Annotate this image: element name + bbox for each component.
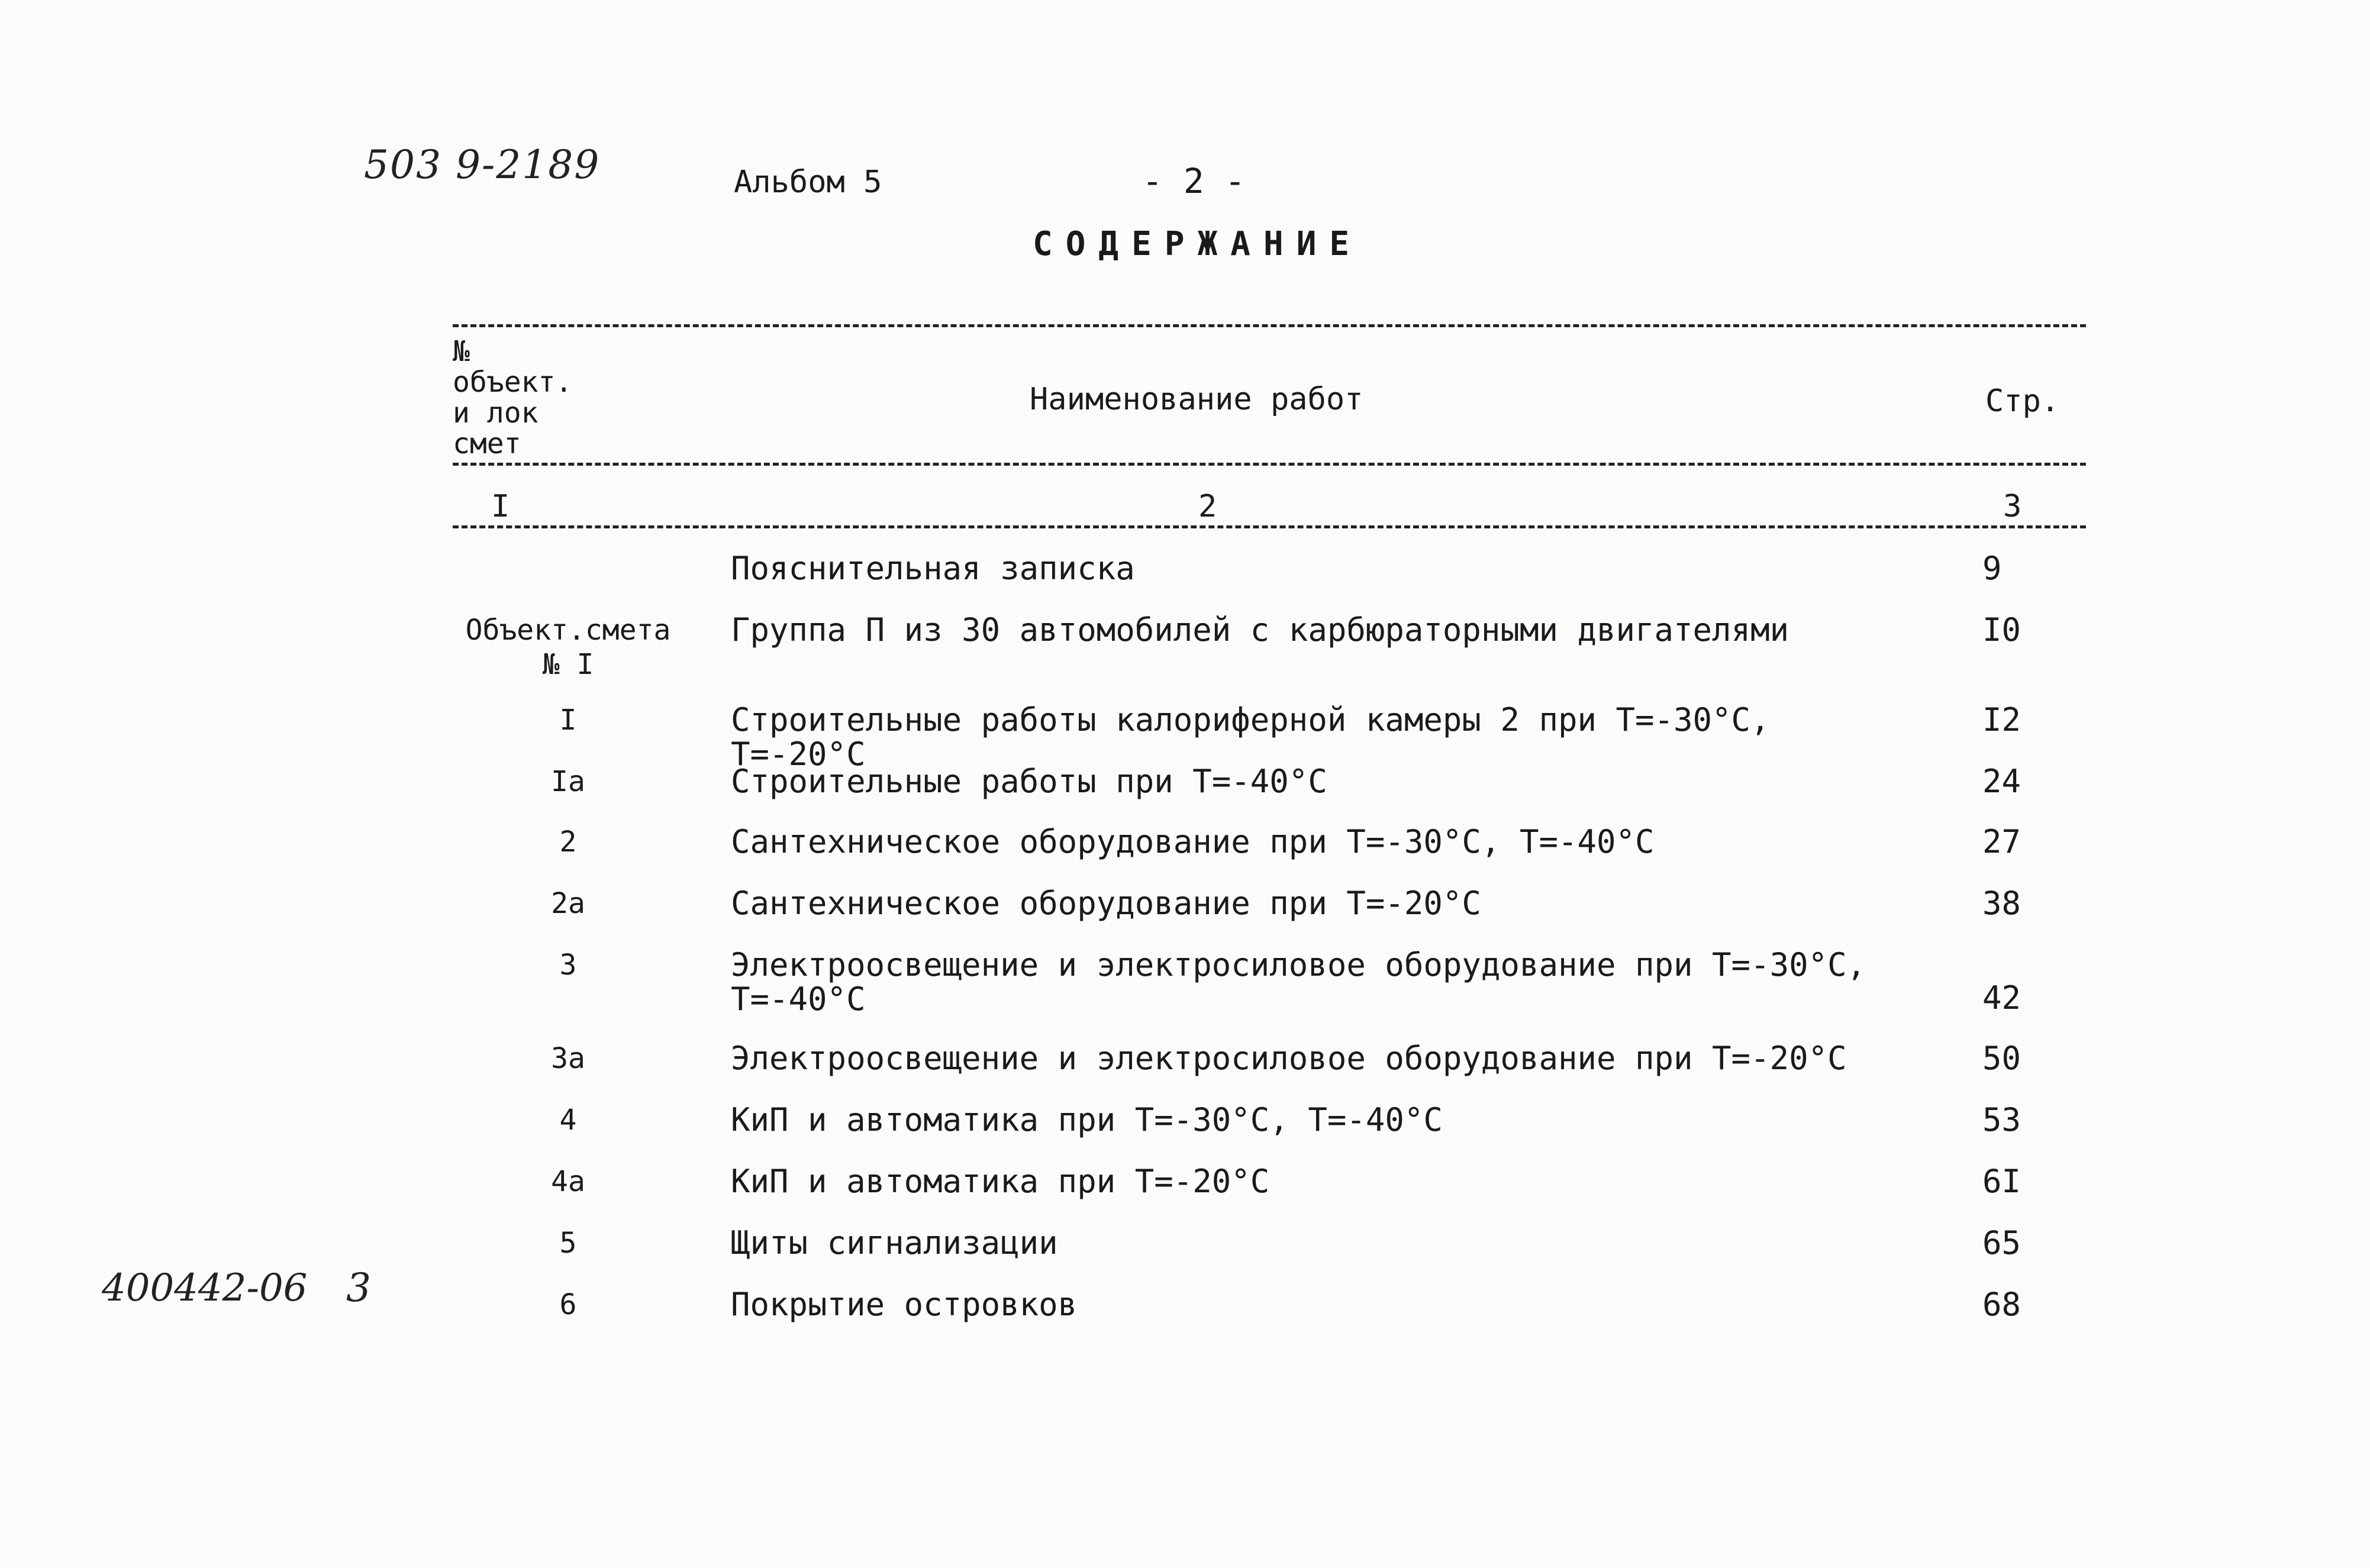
column-header-name: Наименование работ [1030,382,1363,417]
row-object-number: Iа [551,765,585,798]
document-code: 503 9-2189 [364,142,601,188]
row-work-name: Пояснительная записка [731,550,1135,587]
column-number-1: I [491,489,510,524]
row-page: 68 [1982,1286,2021,1323]
row-object-number: 4 [559,1104,577,1137]
row-object-number: 3 [559,948,577,982]
row-object-number: 4а [551,1165,585,1198]
row-page: 53 [1982,1101,2021,1138]
column-header-page: Стр. [1985,383,2060,419]
album-label: Альбом 5 [734,164,882,200]
column-header-object: № объект. и лок смет [453,335,573,460]
row-page: 65 [1982,1224,2021,1262]
row-object-number: 2а [551,887,585,920]
row-object-number: 2 [559,825,577,859]
row-work-name: Строительные работы калориферной камеры 2 при Т=-30°С, Т=-20°С [731,701,1770,773]
row-object-number: 6 [559,1288,577,1321]
column-number-3: 3 [2003,489,2022,524]
row-object-number: I [559,704,577,737]
row-object-number: Объект.смета № I [465,614,671,681]
row-work-name: КиП и автоматика при Т=-20°С [731,1163,1270,1200]
row-page: 9 [1982,550,2002,587]
header-bottom-rule [453,463,2086,466]
inventory-code: 400442-06 [102,1266,308,1310]
sheet-number: 3 [346,1265,371,1311]
row-work-name: Сантехническое оборудование при Т=-30°С, Т=-40°С [731,823,1655,860]
row-work-name: Сантехническое оборудование при Т=-20°С [731,885,1481,922]
row-work-name: КиП и автоматика при Т=-30°С, Т=-40°С [731,1101,1443,1138]
table-top-rule [453,324,2086,327]
row-work-name: Строительные работы при Т=-40°С [731,763,1327,800]
row-object-number: 3а [551,1042,585,1075]
page-title: СОДЕРЖАНИЕ [1033,225,1363,263]
row-page: 27 [1982,823,2021,860]
row-work-name: Электроосвещение и электросиловое оборудование при Т=-20°С [731,1040,1847,1077]
row-object-number: 5 [559,1227,577,1260]
row-page: 42 [1982,979,2021,1017]
row-page: 6I [1982,1163,2021,1200]
row-work-name: Группа П из 30 автомобилей с карбюраторными двигателями [731,611,1789,649]
row-page: I0 [1982,611,2021,649]
row-work-name: Щиты сигнализации [731,1224,1058,1262]
row-page: 24 [1982,763,2021,800]
row-work-name: Покрытие островков [731,1286,1078,1323]
page-number: - 2 - [1142,161,1246,201]
row-work-name: Электроосвещение и электросиловое оборудование при Т=-30°С, Т=-40°С [731,946,1866,1018]
column-number-2: 2 [1198,489,1217,524]
row-page: I2 [1982,701,2021,738]
row-page: 50 [1982,1040,2021,1077]
numbers-bottom-rule [453,525,2086,528]
row-page: 38 [1982,885,2021,922]
